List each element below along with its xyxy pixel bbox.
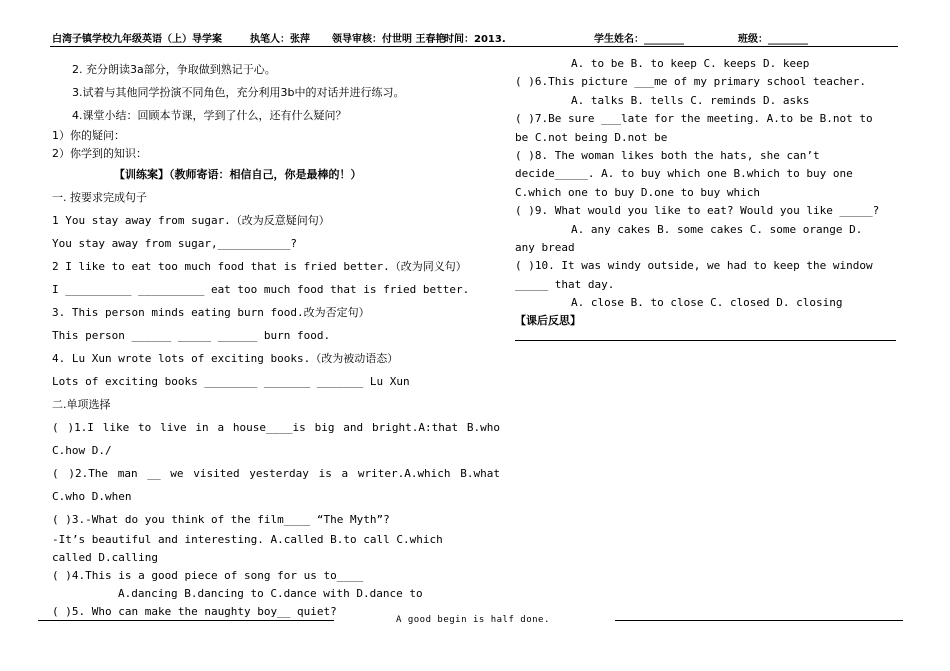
footer-motto: A good begin is half done.	[396, 615, 550, 625]
instruction-item: 4.课堂小结：回顾本节课，学到了什么，还有什么疑问？	[72, 109, 347, 122]
mcq-line: be C.not being D.not be	[515, 130, 668, 144]
footer-rule-left	[38, 620, 334, 621]
header-divider	[50, 46, 898, 47]
section-title-reflection: 【课后反思】	[515, 314, 581, 328]
right-column	[515, 55, 900, 331]
reviewer-label: 领导审核：付世明 王春艳	[332, 34, 446, 45]
mcq-line: ( )10. It was windy outside, we had to keep the window	[515, 259, 873, 273]
section-heading: 二.单项选择	[52, 398, 111, 411]
mcq-options: A.dancing B.dancing to C.dance with D.dance to	[118, 587, 423, 600]
mcq-line: decide_____. A. to buy which one B.which to buy one	[515, 167, 853, 181]
mcq-options: A. any cakes B. some cakes C. some orange D.	[571, 222, 863, 236]
footer-rule-right	[615, 620, 903, 621]
left-column	[52, 58, 500, 621]
exercise-line: 2 I like to eat too much food that is fried better.（改为同义句）	[52, 260, 467, 273]
mcq-line: -It’s beautiful and interesting. A.called B.to call C.which	[52, 533, 443, 546]
author-label: 执笔人：张萍	[250, 34, 310, 45]
mcq-line: ( )6.This picture ___me of my primary school teacher.	[515, 75, 866, 89]
mcq-line: called D.calling	[52, 551, 158, 564]
exercise-line: This person ______ _____ ______ burn food.	[52, 329, 331, 342]
mcq-line: ( )8. The woman likes both the hats, she can’t	[515, 148, 820, 162]
class-field: 班级：________	[738, 34, 808, 45]
mcq-line: ( )3.-What do you think of the film____ “The Myth”?	[52, 513, 390, 526]
mcq-line: ( )4.This is a good piece of song for us to____	[52, 569, 364, 582]
mcq-line: C.how D./	[52, 444, 112, 457]
mcq-line: ( )7.Be sure ___late for the meeting. A.to be B.not to	[515, 112, 873, 126]
school-title: 白湾子镇学校九年级英语（上）导学案	[52, 34, 222, 45]
exercise-line: 1 You stay away from sugar.（改为反意疑问句）	[52, 214, 330, 227]
mcq-line: ( )5. Who can make the naughty boy__ quiet?	[52, 605, 337, 618]
page-header	[0, 30, 950, 46]
student-name-field: 学生姓名：________	[594, 34, 684, 45]
exercise-line: 4. Lu Xun wrote lots of exciting books.（改为被动语态）	[52, 352, 399, 365]
mcq-line: _____ that day.	[515, 277, 615, 291]
section-title-practice: 【训练案】（教师寄语：相信自己，你是最棒的！）	[114, 168, 362, 181]
mcq-options: A. to be B. to keep C. keeps D. keep	[571, 57, 810, 70]
mcq-line: ( )2.The man __ we visited yesterday is a writer.A.which B.what	[52, 467, 500, 480]
section-heading: 一. 按要求完成句子	[52, 191, 147, 204]
exercise-line: I __________ __________ eat too much food that is fried better.	[52, 283, 470, 296]
exercise-line: You stay away from sugar,___________?	[52, 237, 298, 250]
mcq-line: any bread	[515, 240, 575, 254]
mcq-line: ( )1.I like to live in a house____is big and bright.A:that B.who	[52, 421, 500, 434]
exercise-line: Lots of exciting books ________ _______ _______ Lu Xun	[52, 375, 410, 388]
mcq-options: A. talks B. tells C. reminds D. asks	[571, 93, 810, 107]
mcq-options: A. close B. to close C. closed D. closing	[571, 296, 843, 310]
time-label: 时间：2013.	[444, 34, 506, 45]
exercise-line: 3. This person minds eating burn food.改为否定句）	[52, 306, 370, 319]
mcq-line: ( )9. What would you like to eat? Would you like _____?	[515, 204, 880, 218]
mcq-line: C.who D.when	[52, 490, 132, 503]
question-prompt: 2）你学到的知识：	[52, 147, 147, 160]
instruction-item: 3.试着与其他同学扮演不同角色，充分利用3b中的对话并进行练习。	[72, 86, 405, 99]
mcq-line: C.which one to buy D.one to buy which	[515, 185, 761, 199]
reflection-writing-line	[515, 340, 896, 341]
question-prompt: 1）你的疑问：	[52, 129, 125, 142]
instruction-item: 2. 充分朗读3a部分，争取做到熟记于心。	[72, 63, 276, 76]
